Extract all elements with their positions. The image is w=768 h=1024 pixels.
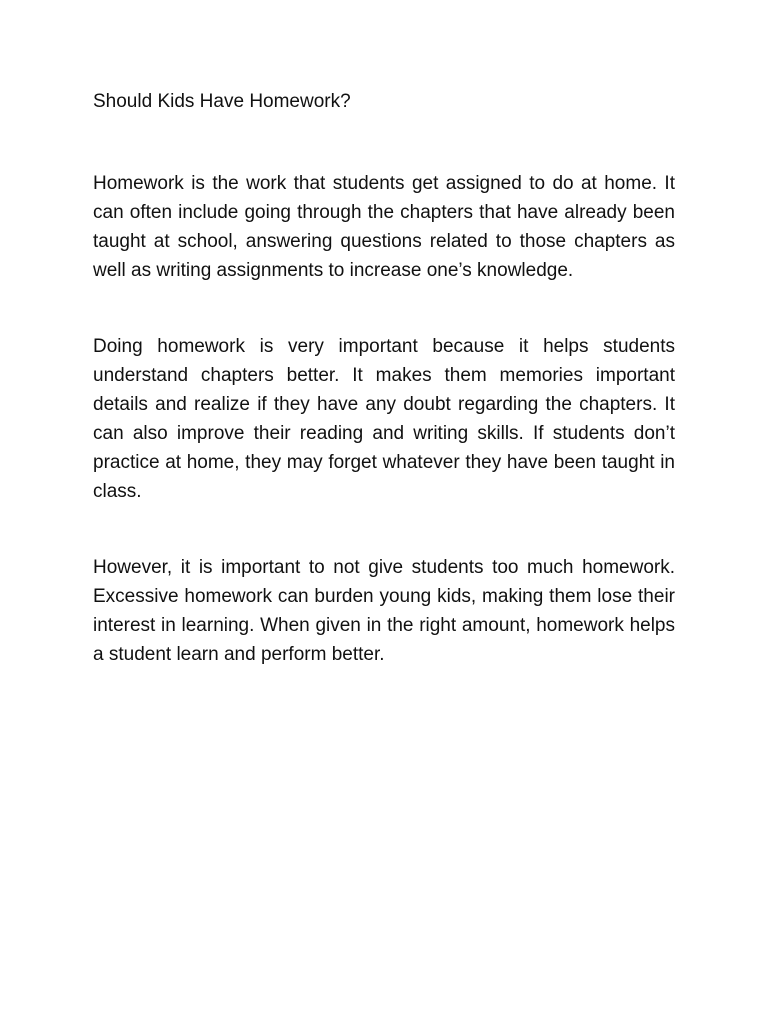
paragraph-caution: However, it is important to not give students too much homework. Excessive homework can burden young kids, making them lose their interest in learning. When given in the right amount, homework helps a student learn and perform better. — [93, 557, 675, 665]
paragraph-importance: Doing homework is very important because it helps students understand chapters better. It makes them memories important details and realize if they have any doubt regarding the chapters. It can also improve their reading and writing skills. If students don’t practice at home, they may forget whatever they have been taught in class. — [93, 336, 675, 502]
document-title: Should Kids Have Homework? — [93, 91, 351, 112]
paragraph-intro: Homework is the work that students get assigned to do at home. It can often include going through the chapters that have already been taught at school, answering questions related to those chapters as well as writing assignments to increase one’s knowledge. — [93, 173, 675, 281]
document-body — [93, 87, 675, 669]
